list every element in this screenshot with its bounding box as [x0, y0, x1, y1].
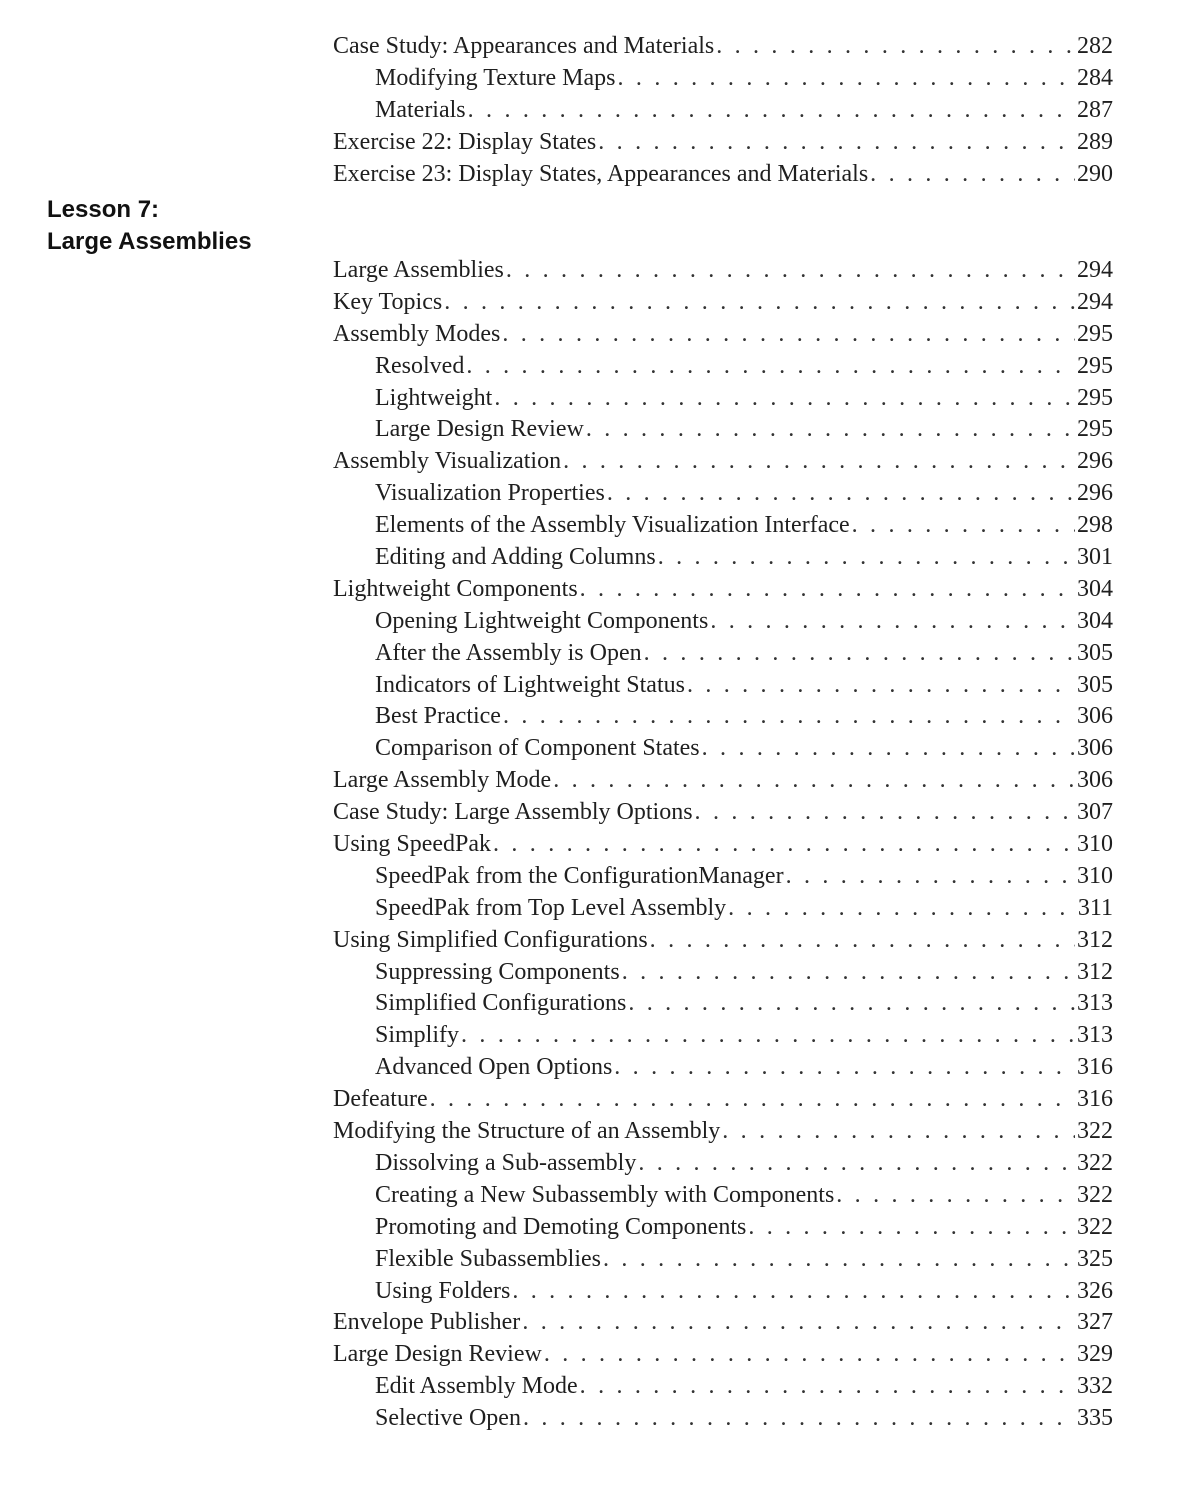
dot-leader	[728, 893, 1076, 925]
toc-entry-title: Lightweight Components	[333, 575, 578, 602]
toc-entry-page: 316	[1077, 1086, 1113, 1113]
toc-entry[interactable]	[333, 765, 1113, 797]
toc-entry-page: 335	[1077, 1405, 1113, 1432]
toc-entry-page: 327	[1077, 1309, 1113, 1336]
dot-leader	[716, 31, 1075, 63]
toc-entry[interactable]	[333, 287, 1113, 319]
toc-entry-page: 310	[1077, 831, 1113, 858]
toc-entry-title: Simplified Configurations	[375, 990, 627, 1017]
toc-entry-page: 307	[1077, 799, 1113, 826]
dot-leader	[607, 478, 1075, 510]
toc-entry[interactable]	[333, 829, 1113, 861]
dot-leader	[614, 1052, 1075, 1084]
lesson-label: Lesson 7:	[47, 196, 160, 223]
toc-entry-page: 294	[1077, 288, 1113, 315]
dot-leader	[494, 383, 1075, 415]
toc-entry[interactable]	[333, 542, 1113, 574]
toc-entry-title: Editing and Adding Columns	[375, 544, 656, 571]
dot-leader	[695, 797, 1075, 829]
toc-entry-title: Case Study: Large Assembly Options	[333, 799, 693, 826]
dot-leader	[598, 127, 1075, 159]
toc-entry-title: Using SpeedPak	[333, 831, 491, 858]
toc-entry-title: Materials	[375, 96, 466, 123]
dot-leader	[563, 446, 1075, 478]
dot-leader	[553, 765, 1075, 797]
toc-entry-title: Advanced Open Options	[375, 1054, 613, 1081]
toc-entry[interactable]	[333, 1307, 1113, 1339]
toc-entry[interactable]	[333, 925, 1113, 957]
toc-entry[interactable]	[333, 1084, 1113, 1116]
toc-entry-page: 310	[1077, 862, 1113, 889]
toc-entry-title: Promoting and Demoting Components	[375, 1213, 747, 1240]
toc-entry[interactable]	[333, 127, 1113, 159]
toc-entry[interactable]	[333, 510, 1113, 542]
toc-entry-title: Visualization Properties	[375, 480, 605, 507]
toc-entry-title: Modifying Texture Maps	[375, 64, 616, 91]
toc-entry-page: 322	[1077, 1149, 1113, 1176]
dot-leader	[687, 670, 1075, 702]
toc-entry[interactable]	[333, 159, 1113, 191]
toc-entry-page: 295	[1077, 352, 1113, 379]
dot-leader	[650, 925, 1075, 957]
toc-entry-page: 322	[1077, 1213, 1113, 1240]
toc-entry[interactable]	[333, 31, 1113, 63]
toc-entry[interactable]	[333, 1212, 1113, 1244]
toc-entry-page: 295	[1077, 416, 1113, 443]
dot-leader	[622, 957, 1075, 989]
toc-entry-title: Opening Lightweight Components	[375, 607, 709, 634]
toc-entry-title: Creating a New Subassembly with Components	[375, 1181, 835, 1208]
toc-entry[interactable]	[333, 638, 1113, 670]
dot-leader	[836, 1180, 1075, 1212]
toc-entry-page: 316	[1077, 1054, 1113, 1081]
toc-entry-title: Defeature	[333, 1086, 428, 1113]
toc-entry-page: 305	[1077, 671, 1113, 698]
toc-entry-page: 296	[1077, 480, 1113, 507]
toc-entry[interactable]	[333, 670, 1113, 702]
toc-entry-page: 305	[1077, 639, 1113, 666]
toc-entry-page: 313	[1077, 990, 1113, 1017]
toc-entry-title: Simplify	[375, 1022, 460, 1049]
dot-leader	[512, 1276, 1075, 1308]
toc-entry-page: 287	[1077, 96, 1113, 123]
toc-entry[interactable]	[333, 957, 1113, 989]
dot-leader	[618, 63, 1075, 95]
toc-entry-page: 332	[1077, 1373, 1113, 1400]
dot-leader	[444, 287, 1075, 319]
toc-entry[interactable]	[333, 478, 1113, 510]
toc-entry-page: 312	[1077, 926, 1113, 953]
dot-leader	[710, 606, 1075, 638]
toc-entry[interactable]	[333, 446, 1113, 478]
toc-entry[interactable]	[333, 351, 1113, 383]
dot-leader	[468, 95, 1075, 127]
toc-entry-page: 322	[1077, 1181, 1113, 1208]
toc-entry-title: Indicators of Lightweight Status	[375, 671, 685, 698]
dot-leader	[786, 861, 1075, 893]
toc-entry[interactable]	[333, 1180, 1113, 1212]
toc-entry-title: Exercise 22: Display States	[333, 128, 597, 155]
toc-entry-page: 325	[1077, 1245, 1113, 1272]
toc-entry-page: 295	[1077, 320, 1113, 347]
toc-entry[interactable]	[333, 574, 1113, 606]
dot-leader	[544, 1339, 1075, 1371]
toc-entry-page: 306	[1077, 767, 1113, 794]
toc-entry-title: Large Design Review	[333, 1341, 542, 1368]
toc-entry-page: 289	[1077, 128, 1113, 155]
toc-entry[interactable]	[333, 1052, 1113, 1084]
dot-leader	[722, 1116, 1075, 1148]
toc-entry-title: Case Study: Appearances and Materials	[333, 33, 715, 59]
toc-entry-page: 298	[1077, 512, 1113, 539]
toc-lesson-7	[333, 255, 1113, 1435]
toc-entry[interactable]	[333, 1371, 1113, 1403]
toc-entry-title: Using Simplified Configurations	[333, 926, 648, 953]
toc-entry-page: 304	[1077, 607, 1113, 634]
toc-entry-title: Flexible Subassemblies	[375, 1245, 601, 1272]
dot-leader	[503, 701, 1075, 733]
toc-entry-title: After the Assembly is Open	[375, 639, 642, 666]
toc-entry[interactable]	[333, 255, 1113, 287]
dot-leader	[580, 1371, 1075, 1403]
toc-entry[interactable]	[333, 63, 1113, 95]
toc-entry-title: Lightweight	[375, 384, 493, 411]
toc-entry-page: 290	[1077, 160, 1113, 187]
toc-entry-page: 301	[1077, 544, 1113, 571]
toc-entry-title: Suppressing Components	[375, 958, 620, 985]
toc-entry-page: 312	[1077, 958, 1113, 985]
toc-entry[interactable]	[333, 988, 1113, 1020]
toc-entry[interactable]	[333, 383, 1113, 415]
toc-entry[interactable]	[333, 1244, 1113, 1276]
dot-leader	[644, 638, 1075, 670]
dot-leader	[430, 1084, 1075, 1116]
toc-entry[interactable]	[333, 1148, 1113, 1180]
toc-entry-page: 311	[1077, 894, 1113, 921]
toc-entry-title: Assembly Modes	[333, 320, 501, 347]
dot-leader	[461, 1020, 1075, 1052]
toc-entry-title: Large Assembly Mode	[333, 767, 552, 794]
dot-leader	[466, 351, 1075, 383]
toc-entry-title: Exercise 23: Display States, Appearances and Materials	[333, 160, 869, 187]
toc-entry[interactable]	[333, 861, 1113, 893]
toc-entry-page: 329	[1077, 1341, 1113, 1368]
toc-entry-title: Using Folders	[375, 1277, 511, 1304]
toc-entry-title: Best Practice	[375, 703, 501, 730]
dot-leader	[628, 988, 1075, 1020]
toc-entry[interactable]	[333, 893, 1113, 925]
dot-leader	[638, 1148, 1075, 1180]
dot-leader	[586, 414, 1075, 446]
toc-entry-page: 326	[1077, 1277, 1113, 1304]
toc-entry-title: SpeedPak from Top Level Assembly	[375, 894, 727, 921]
dot-leader	[580, 574, 1075, 606]
toc-entry-title: Comparison of Component States	[375, 735, 700, 762]
lesson-title: Large Assemblies	[47, 228, 252, 255]
dot-leader	[522, 1307, 1075, 1339]
toc-entry[interactable]	[333, 414, 1113, 446]
toc-entry[interactable]	[333, 95, 1113, 127]
toc-entry[interactable]	[333, 1276, 1113, 1308]
toc-entry-page: 306	[1077, 703, 1113, 730]
toc-entry-title: Edit Assembly Mode	[375, 1373, 578, 1400]
toc-entry[interactable]	[333, 606, 1113, 638]
lesson-heading	[47, 194, 252, 258]
toc-entry-page: 306	[1077, 735, 1113, 762]
toc-entry-title: Dissolving a Sub-assembly	[375, 1149, 637, 1176]
toc-entry[interactable]	[333, 1403, 1113, 1435]
toc-entry-title: Large Assemblies	[333, 257, 504, 283]
toc-entry-page: 313	[1077, 1022, 1113, 1049]
toc-entry-title: Resolved	[375, 352, 465, 379]
toc-entry-page: 282	[1077, 33, 1113, 59]
dot-leader	[523, 1403, 1075, 1435]
toc-entry-page: 304	[1077, 575, 1113, 602]
toc-entry-title: Assembly Visualization	[333, 448, 562, 475]
toc-entry[interactable]	[333, 1339, 1113, 1371]
dot-leader	[852, 510, 1075, 542]
toc-entry-title: Elements of the Assembly Visualization Interface	[375, 512, 850, 539]
toc-entry-page: 322	[1077, 1118, 1113, 1145]
dot-leader	[506, 255, 1075, 287]
dot-leader	[658, 542, 1075, 574]
dot-leader	[870, 159, 1075, 191]
toc-previous-lesson	[333, 31, 1113, 190]
toc-entry-title: Modifying the Structure of an Assembly	[333, 1118, 721, 1145]
toc-entry-title: SpeedPak from the ConfigurationManager	[375, 862, 784, 889]
toc-entry[interactable]	[333, 1116, 1113, 1148]
toc-entry[interactable]	[333, 797, 1113, 829]
dot-leader	[748, 1212, 1075, 1244]
toc-entry-page: 294	[1077, 257, 1113, 283]
dot-leader	[502, 319, 1075, 351]
toc-entry[interactable]	[333, 701, 1113, 733]
toc-entry-page: 284	[1077, 64, 1113, 91]
toc-entry-page: 296	[1077, 448, 1113, 475]
toc-entry-title: Large Design Review	[375, 416, 584, 443]
dot-leader	[493, 829, 1075, 861]
toc-entry[interactable]	[333, 1020, 1113, 1052]
toc-entry-title: Key Topics	[333, 288, 443, 315]
toc-entry-page: 295	[1077, 384, 1113, 411]
toc-entry[interactable]	[333, 319, 1113, 351]
toc-entry-title: Envelope Publisher	[333, 1309, 521, 1336]
toc-entry-title: Selective Open	[375, 1405, 521, 1432]
dot-leader	[702, 733, 1075, 765]
dot-leader	[603, 1244, 1075, 1276]
toc-entry[interactable]	[333, 733, 1113, 765]
